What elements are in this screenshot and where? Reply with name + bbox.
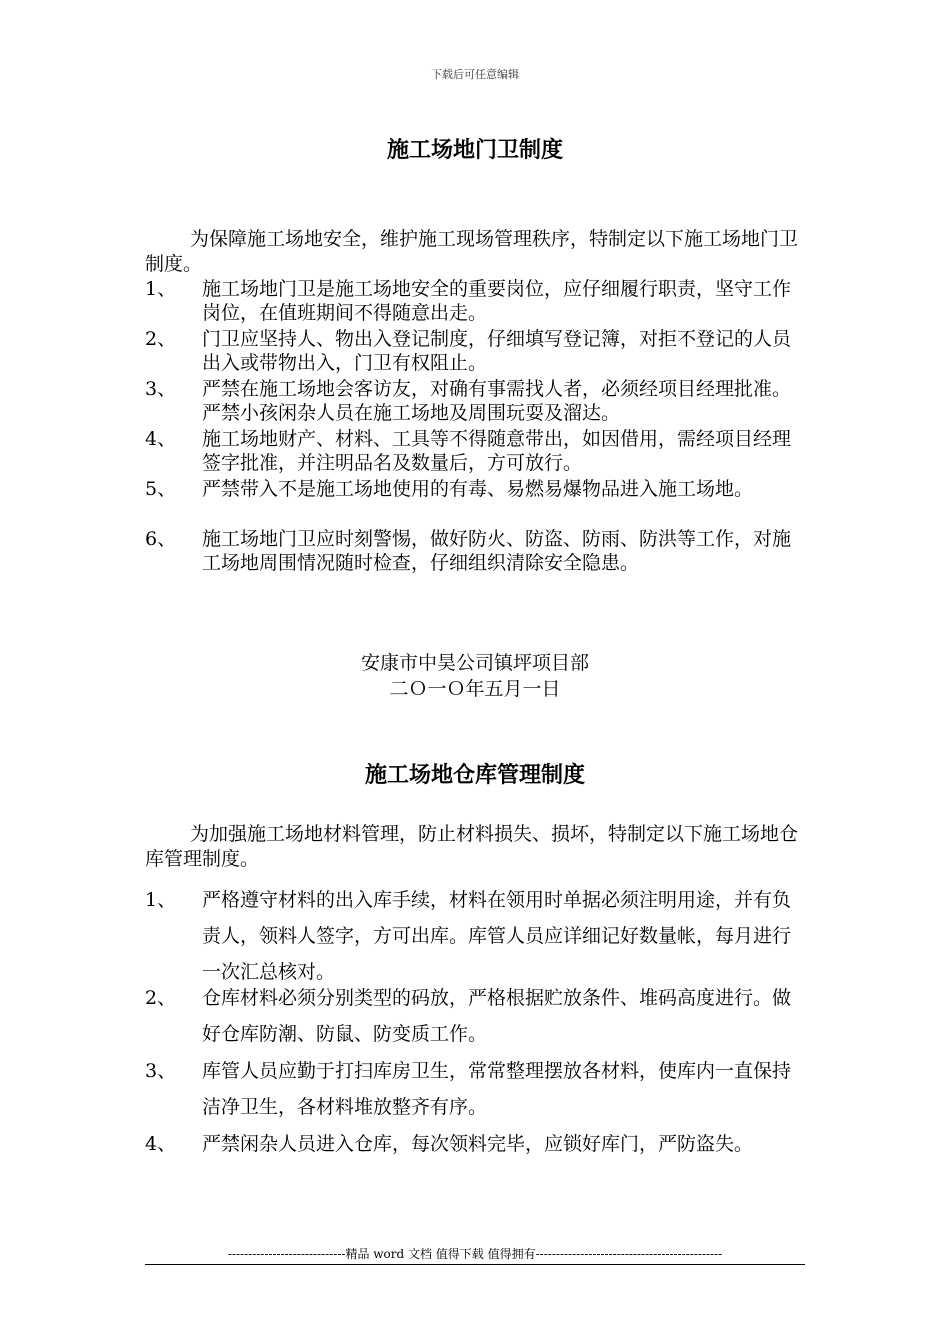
doc2-item-2	[145, 980, 805, 1052]
header-note: 下载后可任意编辑	[431, 68, 519, 81]
doc2-item-4	[145, 1126, 805, 1162]
item-text: 仓库材料必须分别类型的码放，严格根据贮放条件、堆码高度进行。做好仓库防潮、防鼠、防变质工作。	[202, 987, 792, 1045]
item-text: 严禁带入不是施工场地使用的有毒、易燃易爆物品进入施工场地。	[202, 478, 754, 500]
doc1-item-3	[145, 377, 805, 425]
item-number: 1、	[145, 278, 177, 300]
doc1-title: 施工场地门卫制度	[386, 137, 563, 163]
item-text: 严禁闲杂人员进入仓库，每次领料完毕，应锁好库门，严防盗失。	[202, 1133, 754, 1155]
item-number: 2、	[145, 328, 177, 350]
doc2-item-1	[145, 882, 805, 990]
doc1-item-2	[145, 327, 805, 375]
item-text: 严格遵守材料的出入库手续，材料在领用时单据必须注明用途，并有负责人，领料人签字，方可出库。库管人员应详细记好数量帐，每月进行一次汇总核对。	[202, 889, 792, 983]
doc1-item-4	[145, 427, 805, 475]
item-text: 库管人员应勤于打扫库房卫生，常常整理摆放各材料，使库内一直保持洁净卫生，各材料堆放整齐有序。	[202, 1060, 792, 1118]
item-number: 3、	[145, 1060, 177, 1082]
item-number: 6、	[145, 528, 177, 550]
footer-text: -----------------------------精品 word 文档 值得下载 值得拥有----------------------------------------------	[227, 1247, 723, 1261]
item-number: 5、	[145, 478, 177, 500]
doc1-item-5	[145, 477, 805, 501]
doc2-item-3	[145, 1053, 805, 1125]
item-text: 门卫应坚持人、物出入登记制度，仔细填写登记簿，对拒不登记的人员出入或带物出入，门卫有权阻止。	[202, 328, 792, 374]
doc2-intro: 为加强施工场地材料管理，防止材料损失、损坏，特制定以下施工场地仓库管理制度。	[145, 823, 799, 870]
item-number: 1、	[145, 889, 177, 911]
item-text: 严禁在施工场地会客访友，对确有事需找人者，必须经项目经理批准。严禁小孩闲杂人员在施工场地及周围玩耍及溜达。	[202, 378, 792, 424]
signature-org: 安康市中昊公司镇坪项目部	[360, 652, 589, 674]
doc1-item-1	[145, 277, 805, 325]
item-number: 2、	[145, 987, 177, 1009]
doc2-title: 施工场地仓库管理制度	[364, 762, 585, 788]
item-text: 施工场地门卫是施工场地安全的重要岗位，应仔细履行职责，坚守工作岗位，在值班期间不得随意出走。	[202, 278, 792, 324]
item-number: 4、	[145, 1133, 177, 1155]
footer-divider	[145, 1264, 805, 1265]
item-text: 施工场地财产、材料、工具等不得随意带出，如因借用，需经项目经理签字批准，并注明品名及数量后，方可放行。	[202, 428, 792, 474]
item-number: 3、	[145, 378, 177, 400]
signature-date: 二Ｏ一Ｏ年五月一日	[389, 678, 561, 700]
item-text: 施工场地门卫应时刻警惕，做好防火、防盗、防雨、防洪等工作，对施工场地周围情况随时检查，仔细组织清除安全隐患。	[202, 528, 792, 574]
doc1-item-6	[145, 527, 805, 575]
doc1-intro: 为保障施工场地安全，维护施工现场管理秩序，特制定以下施工场地门卫制度。	[145, 228, 799, 275]
item-number: 4、	[145, 428, 177, 450]
